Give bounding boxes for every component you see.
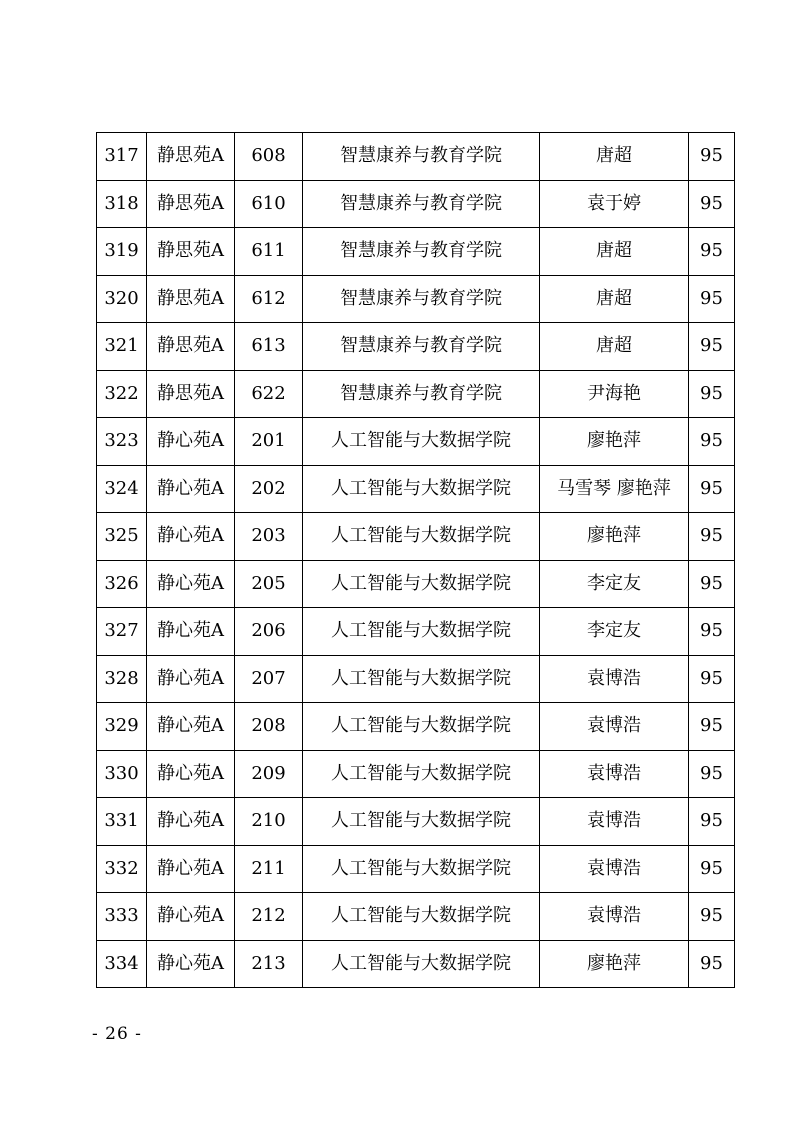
cell-building: 静心苑A [147,560,235,608]
table-row [97,323,735,371]
cell-score: 95 [689,893,735,941]
cell-room: 205 [235,560,303,608]
cell-teacher: 唐超 [540,228,689,276]
table-row [97,703,735,751]
cell-score: 95 [689,228,735,276]
cell-score: 95 [689,133,735,181]
cell-room: 608 [235,133,303,181]
table-row [97,560,735,608]
cell-college: 人工智能与大数据学院 [303,940,540,988]
cell-score: 95 [689,370,735,418]
cell-score: 95 [689,798,735,846]
table-row [97,608,735,656]
cell-college: 人工智能与大数据学院 [303,513,540,561]
table-row [97,750,735,798]
cell-score: 95 [689,940,735,988]
cell-college: 智慧康养与教育学院 [303,323,540,371]
cell-building: 静心苑A [147,750,235,798]
cell-college: 人工智能与大数据学院 [303,703,540,751]
cell-number: 334 [97,940,147,988]
cell-teacher: 袁博浩 [540,845,689,893]
cell-room: 201 [235,418,303,466]
cell-building: 静思苑A [147,323,235,371]
cell-college: 人工智能与大数据学院 [303,845,540,893]
cell-college: 人工智能与大数据学院 [303,418,540,466]
table-body [97,133,735,988]
cell-building: 静心苑A [147,418,235,466]
cell-teacher: 廖艳萍 [540,513,689,561]
cell-number: 323 [97,418,147,466]
cell-score: 95 [689,180,735,228]
cell-building: 静思苑A [147,228,235,276]
table-row [97,893,735,941]
cell-number: 326 [97,560,147,608]
cell-college: 人工智能与大数据学院 [303,608,540,656]
cell-number: 325 [97,513,147,561]
dormitory-score-table [96,132,735,988]
cell-building: 静心苑A [147,845,235,893]
table-row [97,465,735,513]
cell-score: 95 [689,655,735,703]
table-row [97,228,735,276]
cell-building: 静思苑A [147,133,235,181]
table-row [97,418,735,466]
cell-score: 95 [689,323,735,371]
cell-building: 静心苑A [147,465,235,513]
cell-building: 静心苑A [147,703,235,751]
cell-building: 静思苑A [147,180,235,228]
cell-building: 静心苑A [147,655,235,703]
table-row [97,275,735,323]
table-row [97,940,735,988]
cell-room: 622 [235,370,303,418]
table-row [97,133,735,181]
table-row [97,513,735,561]
cell-number: 322 [97,370,147,418]
cell-number: 321 [97,323,147,371]
cell-room: 213 [235,940,303,988]
cell-college: 智慧康养与教育学院 [303,370,540,418]
cell-teacher: 李定友 [540,560,689,608]
cell-number: 328 [97,655,147,703]
cell-teacher: 廖艳萍 [540,418,689,466]
cell-building: 静心苑A [147,893,235,941]
cell-college: 人工智能与大数据学院 [303,465,540,513]
cell-number: 318 [97,180,147,228]
cell-college: 人工智能与大数据学院 [303,893,540,941]
cell-room: 203 [235,513,303,561]
cell-room: 208 [235,703,303,751]
cell-teacher: 唐超 [540,323,689,371]
cell-room: 610 [235,180,303,228]
cell-score: 95 [689,465,735,513]
cell-number: 333 [97,893,147,941]
cell-room: 206 [235,608,303,656]
cell-number: 330 [97,750,147,798]
table-row [97,845,735,893]
cell-teacher: 尹海艳 [540,370,689,418]
table-row [97,370,735,418]
cell-number: 327 [97,608,147,656]
cell-teacher: 袁博浩 [540,655,689,703]
cell-score: 95 [689,418,735,466]
table-row [97,180,735,228]
cell-room: 211 [235,845,303,893]
cell-college: 智慧康养与教育学院 [303,180,540,228]
page-number: - 26 - [92,1024,142,1044]
cell-building: 静心苑A [147,608,235,656]
dormitory-score-table-container [96,132,734,988]
cell-room: 207 [235,655,303,703]
table-row [97,798,735,846]
cell-building: 静心苑A [147,940,235,988]
cell-room: 611 [235,228,303,276]
cell-college: 智慧康养与教育学院 [303,228,540,276]
cell-teacher: 袁博浩 [540,893,689,941]
cell-teacher: 唐超 [540,133,689,181]
cell-teacher: 袁于婷 [540,180,689,228]
cell-score: 95 [689,845,735,893]
cell-number: 317 [97,133,147,181]
cell-college: 智慧康养与教育学院 [303,133,540,181]
cell-room: 210 [235,798,303,846]
cell-score: 95 [689,608,735,656]
cell-score: 95 [689,513,735,561]
cell-college: 智慧康养与教育学院 [303,275,540,323]
cell-teacher: 袁博浩 [540,750,689,798]
cell-score: 95 [689,703,735,751]
cell-score: 95 [689,750,735,798]
cell-room: 202 [235,465,303,513]
cell-room: 209 [235,750,303,798]
cell-score: 95 [689,560,735,608]
cell-room: 212 [235,893,303,941]
cell-teacher: 袁博浩 [540,798,689,846]
cell-college: 人工智能与大数据学院 [303,750,540,798]
table-row [97,655,735,703]
cell-teacher: 唐超 [540,275,689,323]
cell-teacher: 李定友 [540,608,689,656]
cell-college: 人工智能与大数据学院 [303,560,540,608]
cell-building: 静心苑A [147,513,235,561]
cell-building: 静心苑A [147,798,235,846]
cell-room: 612 [235,275,303,323]
cell-teacher: 袁博浩 [540,703,689,751]
cell-teacher: 马雪琴 廖艳萍 [540,465,689,513]
cell-score: 95 [689,275,735,323]
cell-number: 320 [97,275,147,323]
cell-room: 613 [235,323,303,371]
cell-teacher: 廖艳萍 [540,940,689,988]
cell-number: 331 [97,798,147,846]
cell-building: 静思苑A [147,275,235,323]
cell-college: 人工智能与大数据学院 [303,655,540,703]
cell-number: 319 [97,228,147,276]
cell-college: 人工智能与大数据学院 [303,798,540,846]
cell-number: 332 [97,845,147,893]
cell-number: 324 [97,465,147,513]
cell-building: 静思苑A [147,370,235,418]
cell-number: 329 [97,703,147,751]
